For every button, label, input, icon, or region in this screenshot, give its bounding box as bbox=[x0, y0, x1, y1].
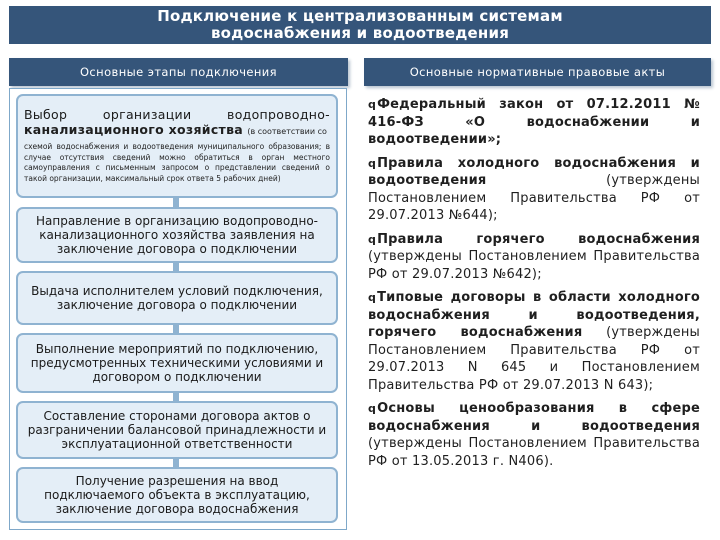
step-1-title-line-1: Выбор организации водопроводно- bbox=[24, 107, 330, 122]
legal-act-details: (утверждены Постановлением Правительства РФ от 29.07.2013 №644); bbox=[368, 173, 700, 223]
step-4-measures bbox=[16, 333, 338, 393]
step-1-choose-organization bbox=[16, 94, 338, 198]
legal-act-title: Правила холодного водоснабжения и водоотведения bbox=[368, 155, 700, 188]
bullet-icon: q bbox=[368, 402, 377, 415]
left-column-header: Основные этапы подключения bbox=[9, 58, 348, 86]
legal-act-title: Правила горячего водоснабжения bbox=[377, 231, 700, 247]
step-1-details: схемой водоснабжения и водоотведения муниципального образования; в случае отсутствия сведений можно обратиться в орган местного самоуправления с письменным запросом о представлении сведений о такой организации, максимальный срок ответа 5 рабочих дней) bbox=[24, 142, 330, 183]
step-1-title-line-2-text: канализационного хозяйства bbox=[24, 122, 244, 137]
legal-act-item bbox=[368, 289, 700, 394]
legal-act-details: (утверждены Постановлением Правительства РФ от 13.05.2013 г. N406). bbox=[368, 436, 700, 469]
legal-acts-list bbox=[368, 96, 700, 476]
legal-act-item bbox=[368, 400, 700, 470]
step-4-text: Выполнение мероприятий по подключению, предусмотренных техническими условиями и договором о подключении bbox=[30, 342, 324, 384]
step-6-text: Получение разрешения на ввод подключаемого объекта в эксплуатацию, заключение договора водоснабжения bbox=[44, 474, 310, 516]
step-3-text: Выдача исполнителем условий подключения, заключение договора о подключении bbox=[31, 284, 323, 312]
right-column-header: Основные нормативные правовые акты bbox=[364, 58, 711, 86]
slide-title bbox=[9, 6, 711, 44]
title-line-2: водоснабжения и водоотведения bbox=[210, 24, 510, 42]
step-6-commissioning bbox=[16, 467, 338, 523]
bullet-icon: q bbox=[368, 291, 377, 304]
legal-act-item bbox=[368, 155, 700, 225]
bullet-icon: q bbox=[368, 156, 377, 170]
legal-act-details: (утверждены Постановлением Правительства РФ от 29.07.2013 N 645 и Постановлением Правительства РФ от 29.07.2013 N 643); bbox=[368, 325, 700, 393]
step-2-application bbox=[16, 207, 338, 263]
step-5-acts bbox=[16, 401, 338, 459]
step-1-title-line-2 bbox=[24, 122, 330, 139]
title-line-1: Подключение к централизованным системам bbox=[157, 7, 563, 25]
bullet-icon: q bbox=[368, 98, 377, 111]
legal-act-item bbox=[368, 96, 700, 149]
legal-act-item bbox=[368, 231, 700, 284]
step-5-text: Составление сторонами договора актов о разграничении балансовой принадлежности и эксплуатационной ответственности bbox=[27, 409, 327, 451]
step-1-note: (в соответствии со bbox=[247, 127, 327, 136]
legal-act-title: Основы ценообразования в сфере водоснабжения и водоотведения bbox=[368, 401, 700, 434]
connection-steps-panel bbox=[9, 88, 347, 530]
step-3-conditions bbox=[16, 271, 338, 325]
legal-act-title: Типовые договоры в области холодного водоснабжения и водоотведения, горячего водоснабжения bbox=[368, 290, 700, 340]
legal-act-title: Федеральный закон от 07.12.2011 № 416-ФЗ «О водоснабжении и водоотведении»; bbox=[368, 97, 700, 147]
bullet-icon: q bbox=[368, 232, 377, 246]
step-2-text: Направление в организацию водопроводно-канализационного хозяйства заявления на заключение договора о подключении bbox=[35, 214, 318, 256]
legal-act-details: (утверждены Постановлением Правительства РФ от 29.07.2013 №642); bbox=[368, 249, 700, 282]
